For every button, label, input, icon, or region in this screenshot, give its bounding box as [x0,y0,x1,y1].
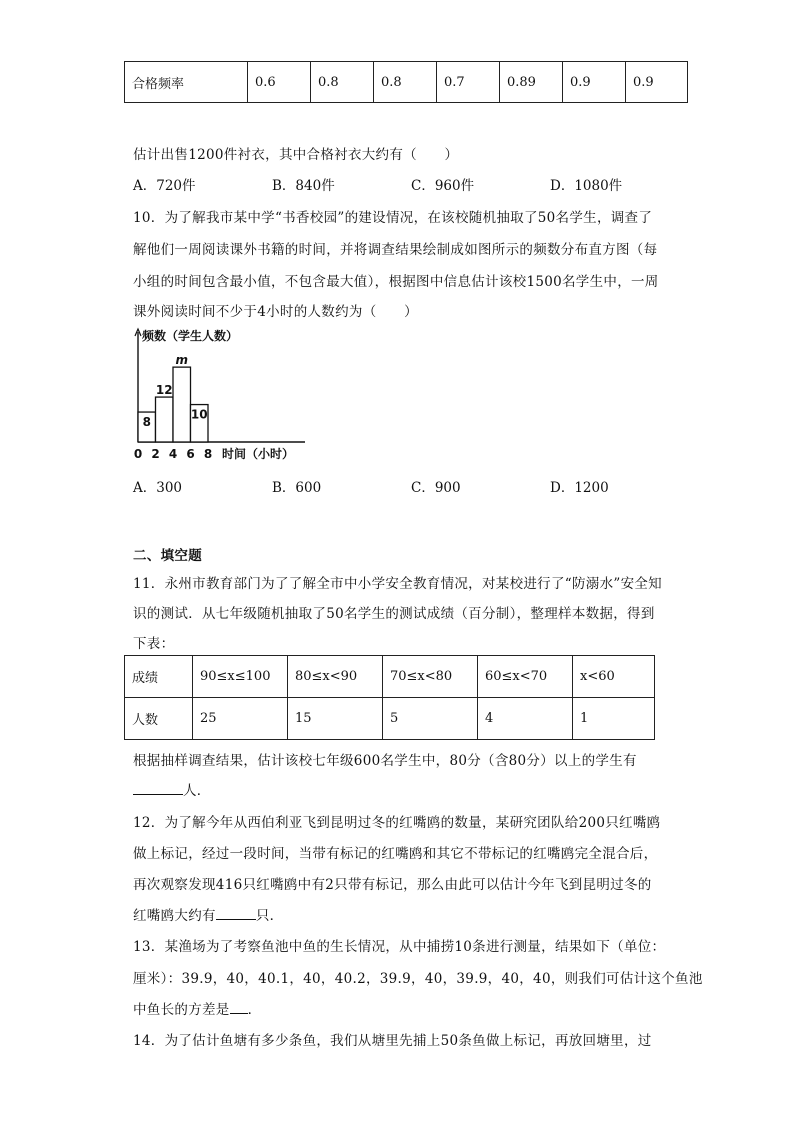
x-axis-label: 时间（小时） [222,447,295,461]
q11-score-table [124,655,655,740]
histogram-bar [156,397,174,442]
table-cell: 1 [573,698,655,740]
x-tick-label: 8 [203,447,213,461]
q10-option-a[interactable]: A．300 [133,480,183,496]
section-title-fill-in: 二、填空题 [133,548,202,564]
q13-line-3-suffix: ． [247,1002,262,1018]
table-cell: 15 [288,698,383,740]
q11-line-3: 下表： [133,636,175,652]
table-cell-label: 合格频率 [125,62,248,103]
table-cell: 0.9 [626,62,688,103]
table-row [125,656,655,698]
q11-line-2: 识的测试．从七年级随机抽取了50名学生的测试成绩（百分制），整理样本数据，得到 [133,606,655,622]
q12-line-4-suffix: 只． [255,908,284,924]
x-tick-label: 6 [186,447,195,461]
q12-line-4-prefix: 红嘴鸥大约有 [133,908,216,924]
q10-line-1: 10．为了解我市某中学“书香校园”的建设情况，在该校随机抽取了50名学生，调查了 [133,210,653,226]
bar-data-label: m [175,353,189,368]
table-cell: 5 [383,698,478,740]
q10-option-b[interactable]: B．600 [272,480,322,496]
q10-line-4: 课外阅读时间不少于4小时的人数约为（ ） [133,304,418,320]
table-header-cell: 90≤x≤100 [193,656,288,698]
table-cell: 25 [193,698,288,740]
bar-data-label: 10 [190,407,208,422]
table-header-cell: 成绩 [125,656,193,698]
q13-line-1: 13．某渔场为了考察鱼池中鱼的生长情况，从中捕捞10条进行测量，结果如下（单位： [133,939,666,955]
q12-line-3: 再次观察发现416只红嘴鸥中有2只带有标记，那么由此可以估计今年飞到昆明过冬的 [133,877,652,893]
q13-line-3-prefix: 中鱼长的方差是 [133,1002,230,1018]
q13-line-3 [133,998,261,1018]
q12-answer-blank[interactable] [216,907,256,920]
y-axis-label: 频数（学生人数） [142,329,239,343]
x-tick-label: 2 [151,447,160,461]
q10-line-3: 小组的时间包含最小值，不包含最大值），根据图中信息估计该校1500名学生中，一周 [133,274,659,290]
q13-answer-blank[interactable] [230,1001,248,1014]
q10-option-c[interactable]: C．900 [411,480,461,496]
q9-option-b[interactable]: B．840件 [272,178,335,194]
q9-option-a[interactable]: A．720件 [133,178,196,194]
table-cell: 0.8 [374,62,437,103]
table-header-cell: 70≤x<80 [383,656,478,698]
table-cell: 4 [478,698,573,740]
table-header-cell: 80≤x<90 [288,656,383,698]
q9-option-c[interactable]: C．960件 [411,178,475,194]
q11-line-5 [133,779,211,799]
q9-option-d[interactable]: D．1080件 [550,178,623,194]
q14-line-1: 14．为了估计鱼塘有多少条鱼，我们从塘里先捕上50条鱼做上标记，再放回塘里，过 [133,1033,652,1049]
histogram-bar [173,367,191,442]
q9-frequency-table [124,61,688,103]
table-cell: 人数 [125,698,193,740]
table-header-cell: x<60 [573,656,655,698]
q11-answer-blank[interactable] [133,782,183,795]
q12-line-4 [133,904,283,924]
table-cell: 0.89 [500,62,563,103]
table-cell: 0.8 [311,62,374,103]
q11-line-4: 根据抽样调查结果，估计该校七年级600名学生中，80分（含80分）以上的学生有 [133,753,637,769]
q11-line-5-suffix: 人． [183,783,211,799]
table-cell: 0.7 [437,62,500,103]
q12-line-1: 12．为了解今年从西伯利亚飞到昆明过冬的红嘴鸥的数量，某研究团队给200只红嘴鸥 [133,815,661,831]
q10-line-2: 解他们一周阅读课外书籍的时间，并将调查结果绘制成如图所示的频数分布直方图（每 [133,242,658,258]
bar-data-label: 12 [155,383,173,398]
table-header-cell: 60≤x<70 [478,656,573,698]
table-row [125,698,655,740]
x-tick-label: 4 [168,447,178,461]
bar-data-label: 8 [142,415,151,430]
q12-line-2: 做上标记，经过一段时间，当带有标记的红嘴鸥和其它不带标记的红嘴鸥完全混合后， [133,846,658,862]
table-cell: 0.6 [248,62,311,103]
table-cell: 0.9 [563,62,626,103]
q11-line-1: 11．永州市教育部门为了了解全市中小学安全教育情况，对某校进行了“防溺水”安全知 [133,576,662,592]
histogram-chart [120,322,310,467]
q9-stem: 估计出售1200件衬衣，其中合格衬衣大约有（ ） [133,147,459,163]
q13-line-2: 厘米）：39.9，40，40.1，40，40.2，39.9，40，39.9，40，40，则我们可估计这个鱼池 [133,971,703,987]
x-tick-label: 0 [133,447,143,461]
q10-option-d[interactable]: D．1200 [550,480,609,496]
table-row [125,62,688,103]
